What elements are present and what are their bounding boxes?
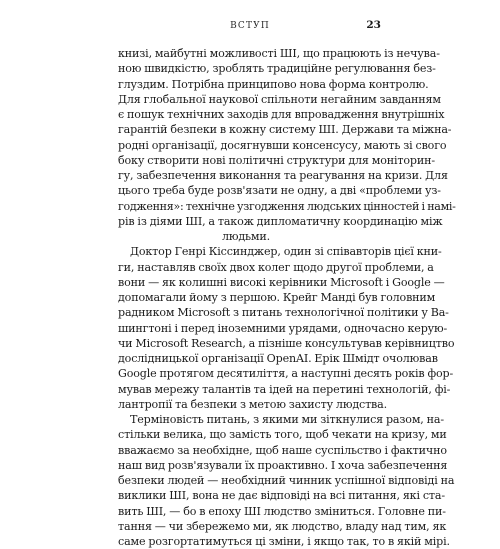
text-line: вить ШІ, — бо в епоху ШІ людство зміниться. Головне пи- <box>118 504 446 518</box>
text-line: безпеки людей — необхідний чинник успішної відповіді на <box>118 474 455 487</box>
text-line: радником Microsoft з питань технологічної політики у Ва- <box>118 306 449 320</box>
text-line: Для глобальної наукової спільноти негайним завданням <box>118 92 441 106</box>
paragraph-first-line: Терміновість питань, з якими ми зіткнулися разом, на- <box>130 413 444 426</box>
text-line: гу, забезпечення виконання та реагування на кризи. Для <box>118 169 448 182</box>
text-line: ги, наставляв своїх двох колег щодо другої проблеми, а <box>118 260 434 274</box>
text-line: шингтоні і перед іноземними урядами, одночасно керую- <box>118 321 448 335</box>
text-line: Google протягом десятиліття, а наступні десять років фор- <box>118 367 454 381</box>
body-text <box>118 46 456 549</box>
text-line: книзі, майбутні можливості ШІ, що працюють із нечува- <box>118 47 440 60</box>
text-line: годження»: технічне узгодження людських цінностей і намі- <box>118 199 456 213</box>
text-line: виклики ШІ, вона не дає відповіді на всі питання, які ста- <box>118 489 445 503</box>
text-line: родні організації, досягнувши консенсусу, мають зі свого <box>118 138 447 152</box>
text-line: стільки велика, що замість того, щоб чекати на кризу, ми <box>118 428 447 442</box>
text-line: рів із діями ШІ, а також дипломатичну координацію між <box>118 214 443 228</box>
text-line: наш вид розв'язували їх проактивно. І хоча забезпечення <box>118 458 448 472</box>
text-line: людьми. <box>221 230 271 243</box>
text-line: саме розгортатимуться ці зміни, і якщо так, то в якій мірі. <box>118 535 450 548</box>
text-line: гарантій безпеки в кожну систему ШІ. Держави та міжна- <box>118 123 452 137</box>
text-line: дослідницької організації OpenAI. Ерік Шмідт очолював <box>118 352 438 365</box>
text-line: цього треба буде розв'язати не одну, а дві «проблеми уз- <box>118 184 441 198</box>
text-line: глуздим. Потрібна принципово нова форма контролю. <box>118 77 429 91</box>
text-line: вони — як колишні високі керівники Microsoft і Google — <box>118 275 445 289</box>
page-number: 23 <box>366 19 381 31</box>
text-line: допомагали йому з першою. Крейг Манді був головним <box>118 291 436 304</box>
text-line: є пошук технічних заходів для впровадження внутрішніх <box>118 108 445 121</box>
text-line: чи Microsoft Research, а пізніше консультував керівництво <box>118 336 455 350</box>
text-line: тання — чи збережемо ми, як людство, владу над тим, як <box>118 519 447 533</box>
text-line: лантропії та безпеки з метою захисту людства. <box>118 397 387 411</box>
text-line: ною швидкістю, зроблять традиційне регулювання без- <box>118 62 436 76</box>
text-line: вважаємо за необхідне, щоб наше суспільство і фактично <box>118 443 447 457</box>
running-head: ВСТУП <box>230 21 270 31</box>
text-line: боку створити нові політичні структури для моніторин- <box>118 153 435 167</box>
paragraph-first-line: Доктор Генрі Кіссинджер, один зі співавторів цієї кни- <box>130 245 442 259</box>
text-line: мував мережу талантів та ідей на перетині технологій, фі- <box>118 382 451 396</box>
